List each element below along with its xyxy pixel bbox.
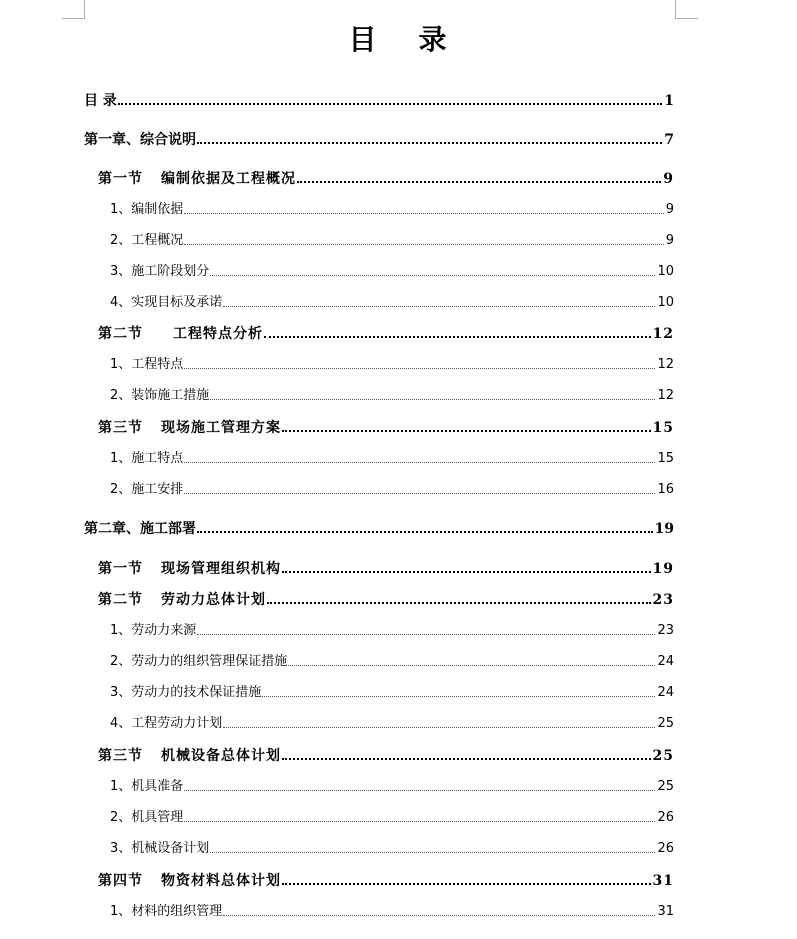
toc-section-number: 第一节 bbox=[98, 171, 143, 187]
toc-entry-title bbox=[110, 263, 209, 281]
toc-entry-label: 2、装饰施工措施 bbox=[110, 388, 210, 403]
toc-entry-label: 1、工程特点 bbox=[110, 357, 184, 372]
toc-section-number: 第四节 bbox=[98, 873, 143, 889]
toc-dot-leader bbox=[288, 665, 655, 666]
toc-item-entry[interactable] bbox=[110, 618, 674, 640]
toc-page-number: 12 bbox=[657, 388, 674, 403]
page-title-part2: 录 bbox=[418, 23, 449, 56]
toc-section-entry[interactable] bbox=[98, 556, 674, 578]
toc-entry-title bbox=[84, 131, 196, 149]
toc-section-number: 第二节 bbox=[98, 592, 143, 608]
toc-section-entry[interactable] bbox=[98, 166, 674, 188]
toc-dot-leader bbox=[223, 306, 655, 307]
toc-page-number: 26 bbox=[657, 810, 674, 825]
toc-chapter-entry[interactable] bbox=[84, 127, 674, 149]
toc-page-number: 9 bbox=[663, 171, 674, 187]
toc-entry-title bbox=[110, 232, 183, 250]
toc-dot-leader bbox=[262, 696, 655, 697]
toc-item-entry[interactable] bbox=[110, 197, 674, 219]
toc-section-number: 第一节 bbox=[98, 561, 143, 577]
toc-dot-leader bbox=[282, 571, 651, 573]
toc-entry-label: 第一章、综合说明 bbox=[84, 132, 196, 148]
page-title bbox=[0, 18, 797, 58]
toc-page-number: 24 bbox=[657, 654, 674, 669]
toc-entry-title bbox=[98, 591, 266, 609]
toc-entry-label: 3、机械设备计划 bbox=[110, 841, 210, 856]
toc-entry-title bbox=[110, 481, 183, 499]
toc-entry-label: 2、施工安排 bbox=[110, 482, 184, 497]
toc-dot-leader bbox=[223, 727, 655, 728]
toc-dot-leader bbox=[184, 493, 655, 494]
toc-page-number: 9 bbox=[665, 202, 674, 217]
toc-dot-leader bbox=[264, 336, 651, 338]
toc-entry-label: 2、工程概况 bbox=[110, 233, 184, 248]
toc-entry-label: 1、劳动力来源 bbox=[110, 623, 197, 638]
toc-page-number: 31 bbox=[657, 904, 674, 919]
toc-dot-leader bbox=[267, 602, 651, 604]
toc-section-entry[interactable] bbox=[98, 587, 674, 609]
toc-entry-label: 现场施工管理方案 bbox=[161, 420, 281, 436]
toc-page-number: 9 bbox=[665, 233, 674, 248]
toc-entry-title bbox=[98, 872, 281, 890]
toc-entry-label: 4、实现目标及承诺 bbox=[110, 295, 223, 310]
toc-page-number: 10 bbox=[657, 264, 674, 279]
toc-chapter-entry[interactable] bbox=[84, 88, 674, 110]
toc-dot-leader bbox=[184, 821, 655, 822]
toc-entry-label: 工程特点分析 bbox=[173, 326, 263, 342]
toc-page-number: 19 bbox=[654, 521, 674, 537]
toc-dot-leader bbox=[184, 368, 655, 369]
toc-dot-leader bbox=[184, 244, 663, 245]
toc-entry-label: 4、工程劳动力计划 bbox=[110, 716, 223, 731]
page-corner-mark-right bbox=[675, 0, 698, 19]
toc-page-number: 26 bbox=[657, 841, 674, 856]
toc-page-number: 10 bbox=[657, 295, 674, 310]
toc-entry-title bbox=[84, 520, 196, 538]
toc-section-number: 第三节 bbox=[98, 420, 143, 436]
toc-entry-title bbox=[110, 653, 287, 671]
toc-section-entry[interactable] bbox=[98, 743, 674, 765]
toc-item-entry[interactable] bbox=[110, 352, 674, 374]
toc-page-number: 23 bbox=[657, 623, 674, 638]
toc-entry-title bbox=[98, 560, 281, 578]
toc-item-entry[interactable] bbox=[110, 228, 674, 250]
toc-item-entry[interactable] bbox=[110, 259, 674, 281]
toc-dot-leader bbox=[223, 915, 655, 916]
toc-entry-title bbox=[110, 840, 209, 858]
toc-item-entry[interactable] bbox=[110, 711, 674, 733]
toc-entry-title bbox=[110, 450, 183, 468]
toc-entry-label: 1、机具准备 bbox=[110, 779, 184, 794]
toc-dot-leader bbox=[210, 399, 655, 400]
toc-dot-leader bbox=[282, 758, 651, 760]
toc-dot-leader bbox=[210, 852, 655, 853]
toc-entry-label: 编制依据及工程概况 bbox=[161, 171, 296, 187]
toc-entry-label: 物资材料总体计划 bbox=[161, 873, 281, 889]
toc-entry-title bbox=[110, 809, 183, 827]
toc-entry-title bbox=[110, 387, 209, 405]
toc-dot-leader bbox=[210, 275, 655, 276]
toc-dot-leader bbox=[184, 790, 655, 791]
toc-page-number: 16 bbox=[657, 482, 674, 497]
toc-page-number: 23 bbox=[652, 592, 674, 608]
toc-page-number: 15 bbox=[652, 420, 674, 436]
toc-dot-leader bbox=[197, 634, 655, 635]
toc-item-entry[interactable] bbox=[110, 446, 674, 468]
toc-item-entry[interactable] bbox=[110, 805, 674, 827]
toc-item-entry[interactable] bbox=[110, 774, 674, 796]
toc-entry-label: 1、材料的组织管理 bbox=[110, 904, 223, 919]
toc-item-entry[interactable] bbox=[110, 899, 674, 921]
toc-page-number: 12 bbox=[657, 357, 674, 372]
toc-dot-leader bbox=[197, 142, 662, 144]
toc-chapter-entry[interactable] bbox=[84, 516, 674, 538]
toc-page-number: 15 bbox=[657, 451, 674, 466]
toc-entry-title bbox=[98, 747, 281, 765]
toc-entry-label: 2、劳动力的组织管理保证措施 bbox=[110, 654, 288, 669]
toc-dot-leader bbox=[282, 883, 651, 885]
toc-page-number: 24 bbox=[657, 685, 674, 700]
toc-entry-label: 现场管理组织机构 bbox=[161, 561, 281, 577]
toc-entry-title bbox=[98, 170, 296, 188]
toc-page-number: 1 bbox=[664, 93, 674, 109]
page-corner-mark-left bbox=[62, 0, 85, 19]
toc-item-entry[interactable] bbox=[110, 836, 674, 858]
toc-page-number: 25 bbox=[652, 748, 674, 764]
toc-page-number: 12 bbox=[652, 326, 674, 342]
toc-dot-leader bbox=[118, 103, 662, 105]
toc-entry-label: 第二章、施工部署 bbox=[84, 521, 196, 537]
toc-entry-title bbox=[110, 903, 222, 921]
toc-entry-label: 劳动力总体计划 bbox=[161, 592, 266, 608]
toc-item-entry[interactable] bbox=[110, 477, 674, 499]
toc-entry-label: 2、机具管理 bbox=[110, 810, 184, 825]
toc-entry-label: 3、施工阶段划分 bbox=[110, 264, 210, 279]
toc-entry-title bbox=[110, 622, 196, 640]
toc-entry-title bbox=[110, 684, 261, 702]
toc-entry-label: 1、施工特点 bbox=[110, 451, 184, 466]
toc-entry-title bbox=[98, 325, 263, 343]
toc-entry-label: 机械设备总体计划 bbox=[161, 748, 281, 764]
toc-item-entry[interactable] bbox=[110, 680, 674, 702]
toc-item-entry[interactable] bbox=[110, 649, 674, 671]
toc-entry-title bbox=[98, 419, 281, 437]
page-title-part1: 目 bbox=[348, 23, 379, 56]
toc-section-entry[interactable] bbox=[98, 868, 674, 890]
toc-entry-label: 1、编制依据 bbox=[110, 202, 184, 217]
toc-item-entry[interactable] bbox=[110, 290, 674, 312]
toc-entry-label: 3、劳动力的技术保证措施 bbox=[110, 685, 262, 700]
toc-entry-title bbox=[84, 92, 117, 110]
toc-entry-title bbox=[110, 356, 183, 374]
toc-section-number: 第三节 bbox=[98, 748, 143, 764]
toc-page-number: 25 bbox=[657, 779, 674, 794]
toc-dot-leader bbox=[197, 531, 653, 533]
toc-page-number: 7 bbox=[664, 132, 674, 148]
toc-section-entry[interactable] bbox=[98, 415, 674, 437]
toc-entry-label: 目 录 bbox=[84, 93, 117, 109]
toc-page-number: 25 bbox=[657, 716, 674, 731]
toc-dot-leader bbox=[184, 462, 655, 463]
toc-section-number: 第二节 bbox=[98, 326, 143, 342]
toc-entry-title bbox=[110, 778, 183, 796]
toc-dot-leader bbox=[282, 430, 651, 432]
toc-section-entry[interactable] bbox=[98, 321, 674, 343]
toc-page-number: 19 bbox=[652, 561, 674, 577]
toc-dot-leader bbox=[297, 181, 661, 183]
toc-entry-title bbox=[110, 715, 222, 733]
toc-dot-leader bbox=[184, 213, 663, 214]
toc-entry-title bbox=[110, 294, 222, 312]
toc-entry-title bbox=[110, 201, 183, 219]
toc-item-entry[interactable] bbox=[110, 383, 674, 405]
toc-page-number: 31 bbox=[652, 873, 674, 889]
